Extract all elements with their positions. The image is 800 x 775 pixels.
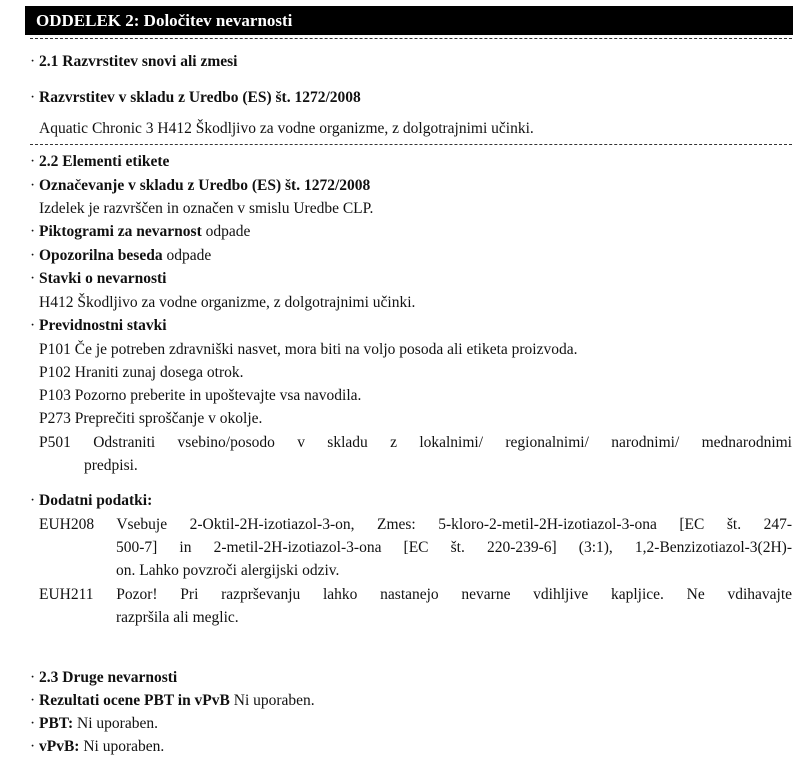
- subsection-heading-2-1: · 2.1 Razvrstitev snovi ali zmesi: [30, 53, 238, 70]
- precaution-item: P102 Hraniti zunaj dosega otrok.: [39, 364, 244, 381]
- hazard-heading: · Stavki o nevarnosti: [30, 270, 167, 287]
- subsection-heading-2-2: · 2.2 Elementi etikete: [30, 153, 170, 170]
- precaution-item: P101 Če je potreben zdravniški nasvet, mora biti na voljo posoda ali etiketa proizvoda.: [39, 341, 578, 358]
- precaution-item: P273 Preprečiti sproščanje v okolje.: [39, 410, 263, 427]
- label-heading: · Označevanje v skladu z Uredbo (ES) št. 1272/2008: [30, 177, 371, 194]
- euh208-line: on. Lahko povzroči alergijski odziv.: [116, 562, 340, 579]
- signal-word-row: · Opozorilna beseda odpade: [30, 247, 212, 264]
- label-text: Izdelek je razvrščen in označen v smislu Uredbe CLP.: [39, 200, 374, 217]
- hazard-text: H412 Škodljivo za vodne organizme, z dolgotrajnimi učinki.: [39, 294, 416, 311]
- precaution-item-p501: P501 Odstraniti vsebino/posodo v skladu z lokalnimi/ regionalnimi/ narodnimi/ mednarodnimi: [39, 434, 792, 451]
- section-title: ODDELEK 2: Določitev nevarnosti: [25, 6, 793, 35]
- pictograms-row: · Piktogrami za nevarnost odpade: [30, 223, 251, 240]
- divider: [30, 144, 792, 145]
- additional-heading: · Dodatni podatki:: [30, 492, 153, 509]
- precaution-heading: · Previdnostni stavki: [30, 317, 167, 334]
- divider: [30, 38, 792, 39]
- euh208-line: 500-7] in 2-metil-2H-izotiazol-3-ona [EC št. 220-239-6] (3:1), 1,2-Benzizotiazol-3(2H)-: [116, 539, 792, 556]
- euh211-line: EUH211 Pozor! Pri razprševanju lahko nastanejo nevarne vdihljive kapljice. Ne vdihavajte: [39, 586, 792, 603]
- classification-text: Aquatic Chronic 3 H412 Škodljivo za vodne organizme, z dolgotrajnimi učinki.: [39, 120, 534, 137]
- subsection-heading-2-3: · 2.3 Druge nevarnosti: [30, 669, 178, 686]
- precaution-item-p501-cont: predpisi.: [84, 457, 138, 474]
- vpvb-row: · vPvB: Ni uporaben.: [30, 738, 165, 755]
- pbt-vpvb-row: · Rezultati ocene PBT in vPvB Ni uporaben.: [30, 692, 315, 709]
- precaution-item: P103 Pozorno preberite in upoštevajte vsa navodila.: [39, 387, 362, 404]
- euh208-line: EUH208 Vsebuje 2-Oktil-2H-izotiazol-3-on, Zmes: 5-kloro-2-metil-2H-izotiazol-3-ona [EC št. 247-: [39, 516, 792, 533]
- pbt-row: · PBT: Ni uporaben.: [30, 715, 158, 732]
- euh211-line: razpršila ali meglic.: [116, 609, 239, 626]
- classification-heading: · Razvrstitev v skladu z Uredbo (ES) št. 1272/2008: [30, 89, 361, 106]
